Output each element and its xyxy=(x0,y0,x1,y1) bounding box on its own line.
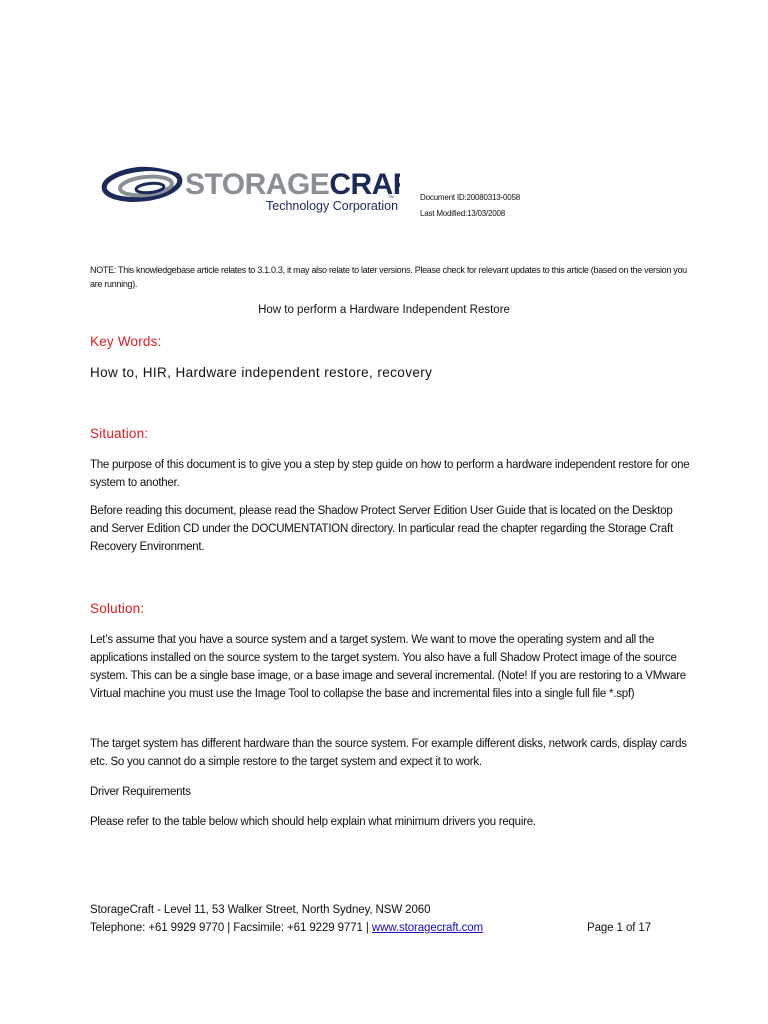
logo-tagline: Technology Corporation xyxy=(266,199,399,213)
page-number: Page 1 of 17 xyxy=(587,922,652,934)
footer-phone-fax: Telephone: +61 9929 9770 | Facsimile: +61 9229 9771 | xyxy=(90,922,372,934)
solution-heading: Solution: xyxy=(90,601,145,616)
footer-contact-line xyxy=(90,919,670,937)
logo-wordmark: STORAGECRA xyxy=(185,168,393,201)
situation-paragraph: Before reading this document, please read the Shadow Protect Server Edition User Guide that is located on the Desktop and Server Edition CD under the DOCUMENTATION directory. In particular read the chapter regarding the Storage Craft Recovery Environment. xyxy=(90,505,673,553)
solution-paragraph: Please refer to the table below which should help explain what minimum drivers you require. xyxy=(90,816,536,828)
footer-address: StorageCraft - Level 11, 53 Walker Street, North Sydney, NSW 2060 xyxy=(90,904,431,916)
trademark-mark: TM xyxy=(388,194,394,199)
swirl-logo-icon xyxy=(100,158,400,218)
document-meta xyxy=(420,190,520,222)
situation-paragraph: The purpose of this document is to give you a step by step guide on how to perform a hardware independent restore for one system to another. xyxy=(90,459,690,489)
solution-paragraph: Let’s assume that you have a source system and a target system. We want to move the operating system and all the applications installed on the source system to the target system. You also have a full Shadow Protect image of the source system. This can be a single base image, or a base image and several incremental. (Note! If you are restoring to a VMware Virtual machine you must use the Image Tool to collapse the base and incremental files into a single full file *.spf) xyxy=(90,634,686,700)
keywords-heading: Key Words: xyxy=(90,334,162,349)
keywords-text: How to, HIR, Hardware independent restore, recovery xyxy=(90,365,433,380)
situation-heading: Situation: xyxy=(90,426,149,441)
version-note: NOTE: This knowledgebase article relates to 3.1.0.3, it may also relate to later versions. Please check for relevant updates to this article (based on the version you are running). xyxy=(90,265,687,289)
document-id: Document ID:20080313-0058 xyxy=(420,193,520,202)
driver-requirements-subheading: Driver Requirements xyxy=(90,786,191,798)
last-modified: Last Modified:13/03/2008 xyxy=(420,209,506,218)
website-link[interactable]: www.storagecraft.com xyxy=(371,922,484,934)
solution-paragraph: The target system has different hardware than the source system. For example different disks, network cards, display cards etc. So you cannot do a simple restore to the target system and expect it to work. xyxy=(90,738,687,768)
document-title: How to perform a Hardware Independent Restore xyxy=(258,304,510,316)
storagecraft-logo xyxy=(100,158,400,218)
page-footer xyxy=(90,901,670,937)
